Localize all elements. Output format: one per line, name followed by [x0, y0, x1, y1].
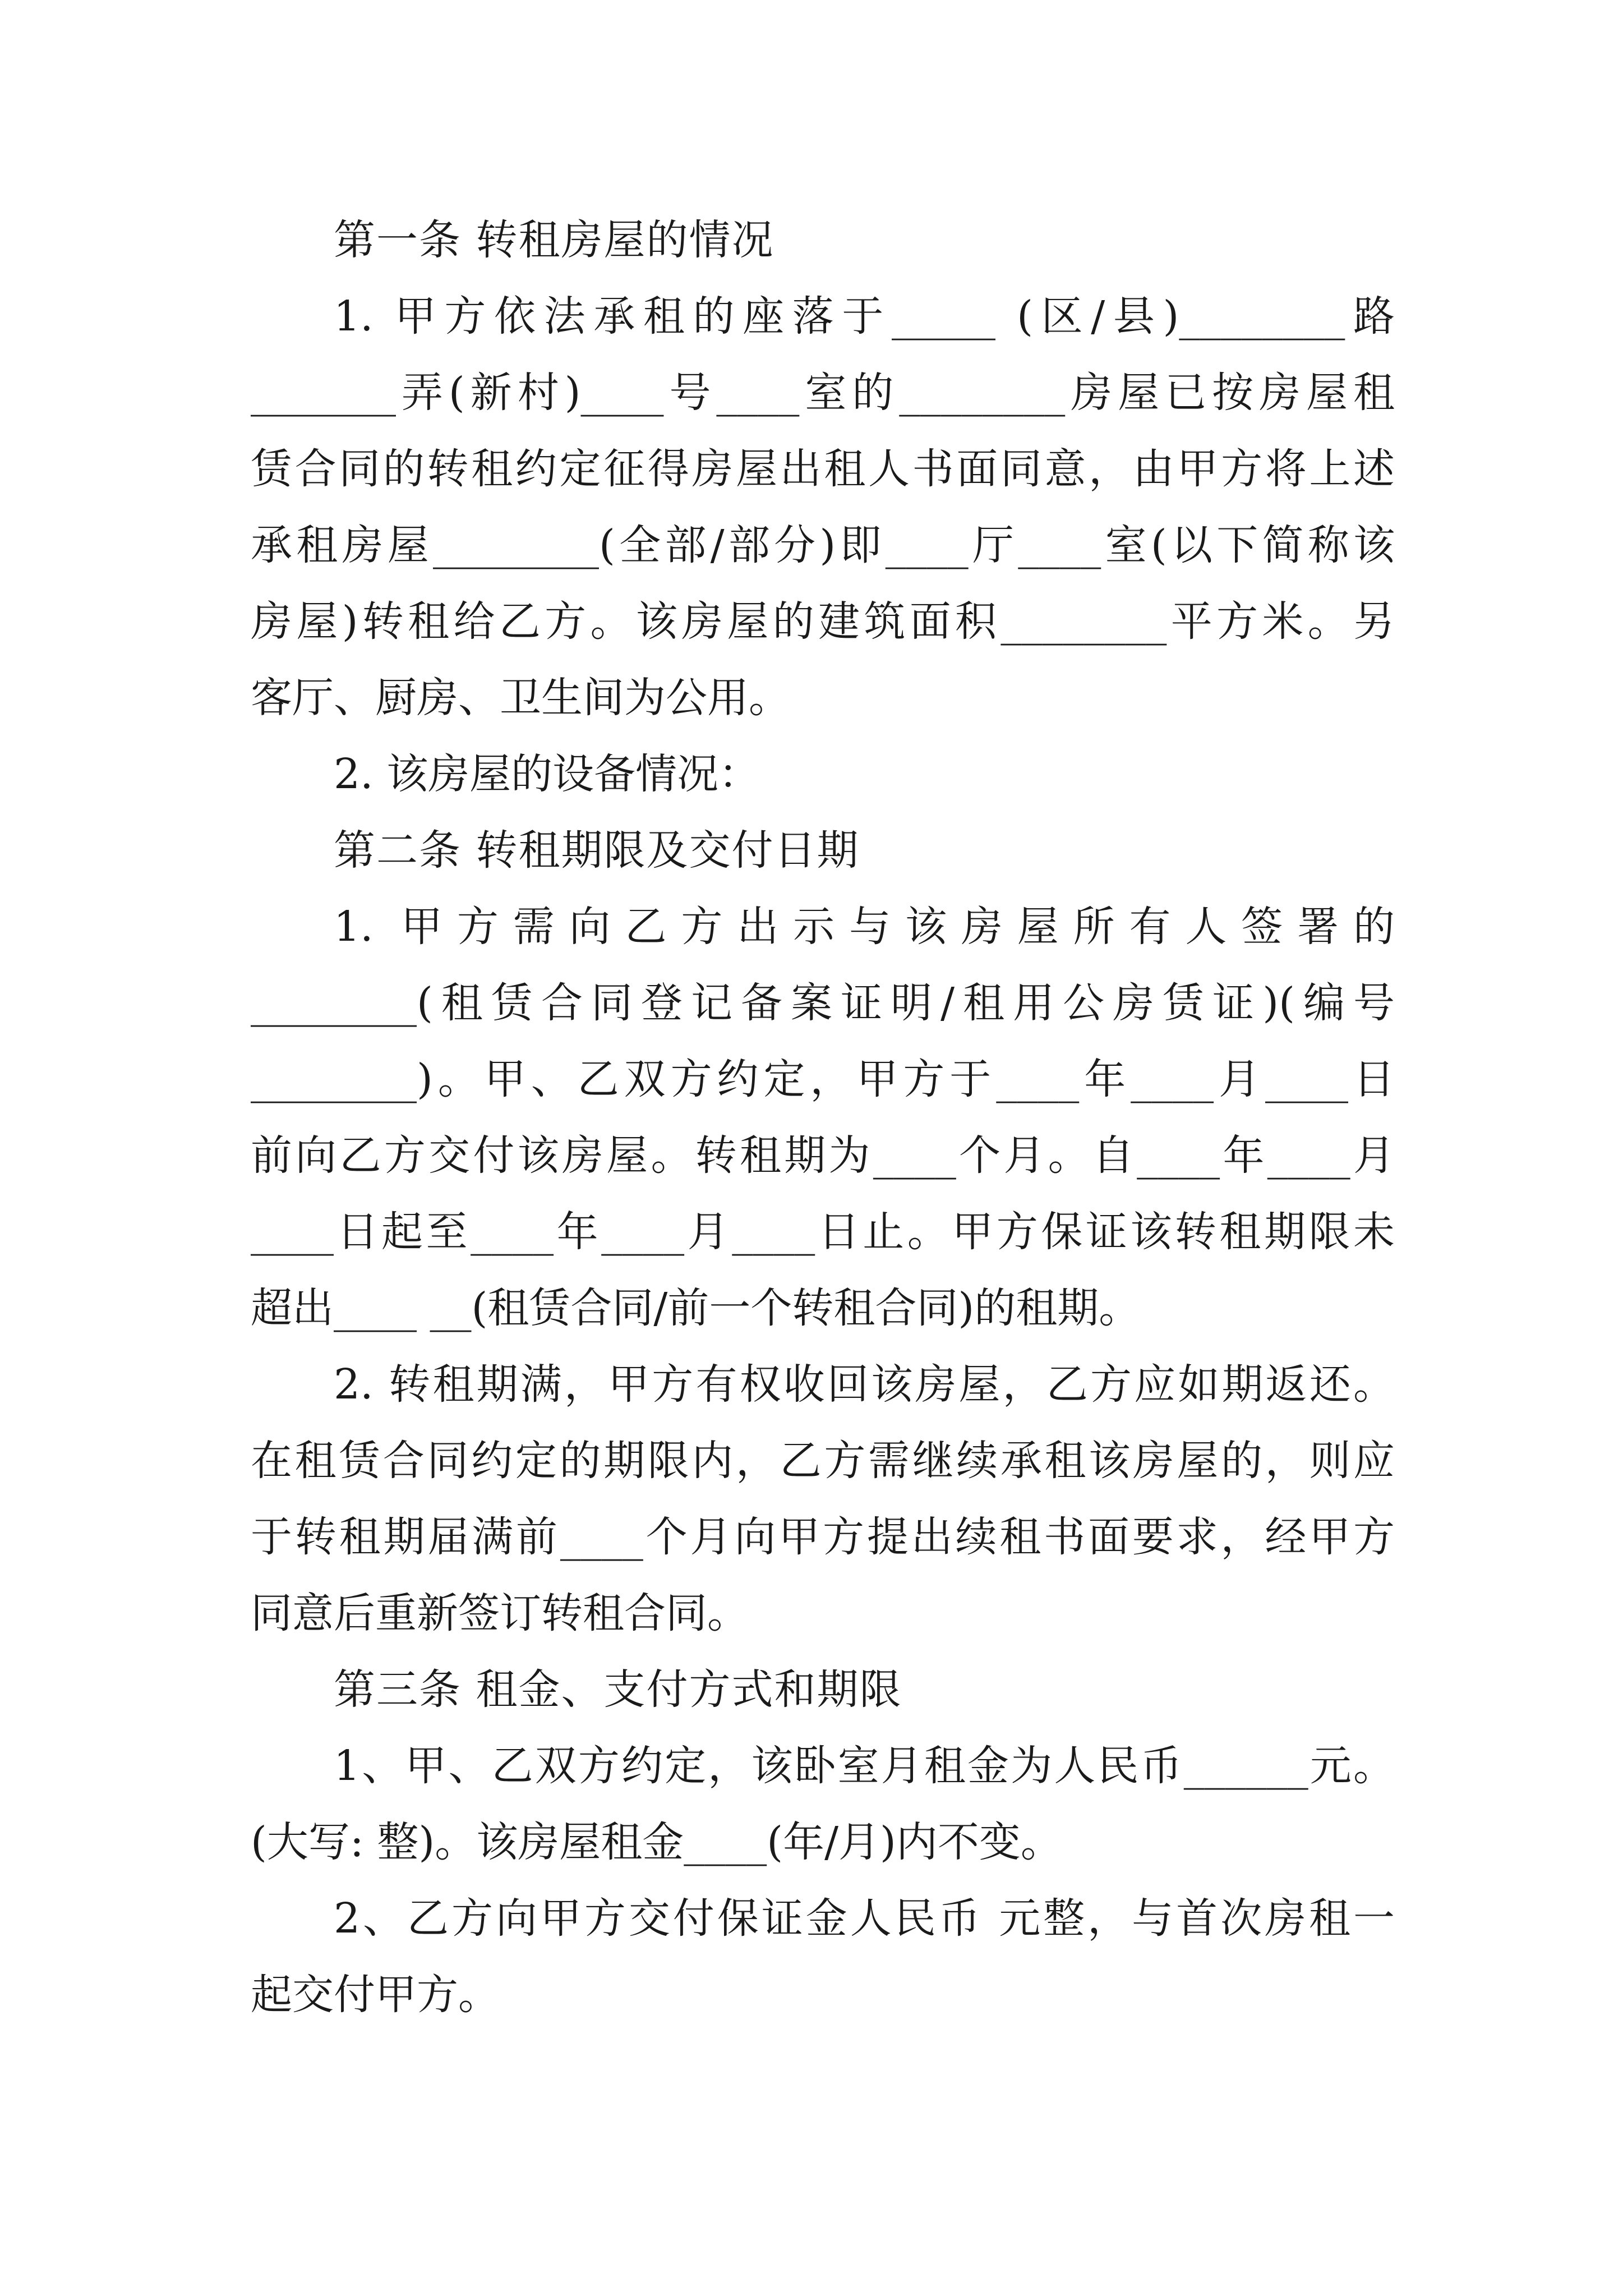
- paragraph-line: ________(租赁合同登记备案证明/租用公房赁证)(编号: [251, 979, 1395, 1027]
- paragraph-line: 2、乙方向甲方交付保证金人民币 元整，与首次房租一: [334, 1894, 1395, 1943]
- paragraph-line: 1. 甲方需向乙方出示与该房屋所有人签署的: [334, 903, 1395, 951]
- paragraph-line: 超出____ __(租赁合同/前一个转租合同)的租期。: [251, 1284, 1141, 1332]
- document-body: [251, 202, 1395, 2033]
- paragraph-line: ____日起至____年____月____日止。甲方保证该转租期限未: [251, 1208, 1395, 1256]
- paragraph-line: 起交付甲方。: [251, 1971, 500, 2019]
- article-2-heading: 第二条 转租期限及交付日期: [334, 826, 860, 875]
- paragraph-line: 客厅、厨房、卫生间为公用。: [251, 674, 790, 722]
- paragraph-line: 同意后重新签订转租合同。: [251, 1589, 749, 1637]
- paragraph-line: 2. 转租期满，甲方有权收回该房屋，乙方应如期返还。: [334, 1360, 1395, 1409]
- paragraph-line: 2. 该房屋的设备情况：: [334, 750, 760, 798]
- paragraph-line: 1. 甲方依法承租的座落于_____ (区/县)________路: [334, 292, 1395, 341]
- paragraph-line: 在租赁合同约定的期限内，乙方需继续承租该房屋的，则应: [251, 1437, 1395, 1485]
- paragraph-line: 房屋)转租给乙方。该房屋的建筑面积________平方米。另: [251, 597, 1395, 646]
- paragraph-line: ________)。甲、乙双方约定，甲方于____年____月____日: [251, 1055, 1395, 1103]
- paragraph-line: 前向乙方交付该房屋。转租期为____个月。自____年____月: [251, 1131, 1395, 1180]
- paragraph-line: 于转租期届满前____个月向甲方提出续租书面要求，经甲方: [251, 1513, 1395, 1561]
- paragraph-line: (大写: 整)。该房屋租金____(年/月)内不变。: [251, 1818, 1062, 1866]
- paragraph-line: 赁合同的转租约定征得房屋出租人书面同意，由甲方将上述: [251, 445, 1395, 493]
- paragraph-line: 承租房屋________(全部/部分)即____厅____室(以下简称该: [251, 521, 1395, 569]
- article-3-heading: 第三条 租金、支付方式和期限: [334, 1665, 902, 1714]
- article-1-heading: 第一条 转租房屋的情况: [334, 216, 774, 264]
- paragraph-line: _______弄(新村)____号____室的________房屋已按房屋租: [251, 369, 1395, 417]
- paragraph-line: 1、甲、乙双方约定，该卧室月租金为人民币______元。: [334, 1742, 1395, 1790]
